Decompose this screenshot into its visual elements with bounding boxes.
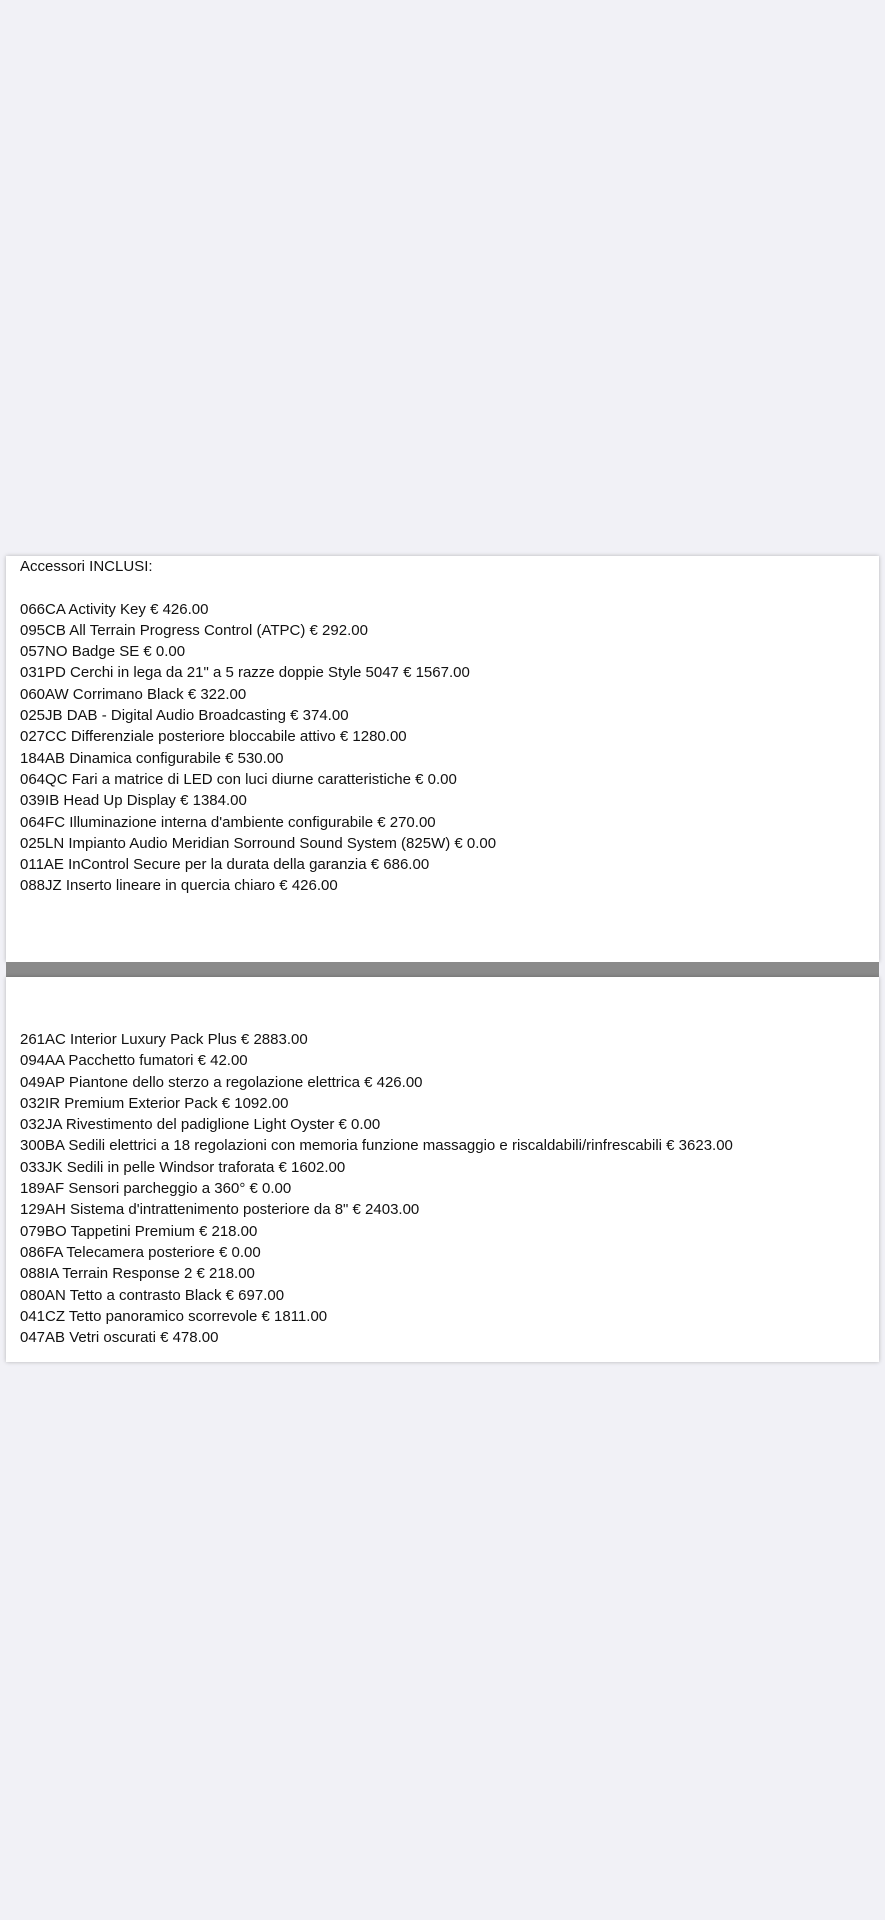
accessories-list-part-2	[20, 1029, 869, 1348]
list-item: 057NO Badge SE € 0.00	[20, 643, 186, 661]
blank-line	[20, 577, 869, 598]
list-item: 184AB Dinamica configurabile € 530.00	[20, 749, 284, 767]
list-heading: Accessori INCLUSI:	[20, 558, 153, 575]
list-item: 064FC Illuminazione interna d'ambiente configurabile € 270.00	[20, 813, 436, 831]
list-item: 189AF Sensori parcheggio a 360° € 0.00	[20, 1180, 292, 1198]
document-page-2	[6, 977, 879, 1362]
list-item: 011AE InControl Secure per la durata della garanzia € 686.00	[20, 856, 430, 874]
list-item: 025LN Impianto Audio Meridian Sorround Sound System (825W) € 0.00	[20, 834, 497, 852]
list-item: 094AA Pacchetto fumatori € 42.00	[20, 1052, 248, 1070]
list-item: 060AW Corrimano Black € 322.00	[20, 685, 247, 703]
accessories-list-part-1	[20, 556, 869, 897]
list-item: 027CC Differenziale posteriore bloccabile attivo € 1280.00	[20, 728, 407, 746]
list-item: 039IB Head Up Display € 1384.00	[20, 792, 247, 810]
list-item: 079BO Tappetini Premium € 218.00	[20, 1222, 258, 1240]
list-item: 086FA Telecamera posteriore € 0.00	[20, 1243, 261, 1261]
list-item: 049AP Piantone dello sterzo a regolazione elettrica € 426.00	[20, 1073, 423, 1091]
list-item: 032JA Rivestimento del padiglione Light Oyster € 0.00	[20, 1116, 381, 1134]
list-item: 064QC Fari a matrice di LED con luci diurne caratteristiche € 0.00	[20, 770, 457, 788]
list-item: 025JB DAB - Digital Audio Broadcasting € 374.00	[20, 707, 349, 725]
page-break-separator	[6, 962, 879, 977]
list-item: 088JZ Inserto lineare in quercia chiaro € 426.00	[20, 877, 338, 895]
list-item: 031PD Cerchi in lega da 21" a 5 razze doppie Style 5047 € 1567.00	[20, 664, 470, 682]
document-page-1	[6, 556, 879, 962]
list-item: 261AC Interior Luxury Pack Plus € 2883.00	[20, 1031, 308, 1048]
list-item: 080AN Tetto a contrasto Black € 697.00	[20, 1286, 285, 1304]
list-item: 300BA Sedili elettrici a 18 regolazioni con memoria funzione massaggio e riscaldabili/rinfrescabili € 3623.00	[20, 1137, 733, 1155]
list-item: 047AB Vetri oscurati € 478.00	[20, 1329, 219, 1347]
list-item: 032IR Premium Exterior Pack € 1092.00	[20, 1094, 289, 1112]
list-item: 041CZ Tetto panoramico scorrevole € 1811.00	[20, 1307, 328, 1325]
list-item: 066CA Activity Key € 426.00	[20, 600, 209, 618]
list-item: 129AH Sistema d'intrattenimento posteriore da 8" € 2403.00	[20, 1201, 420, 1219]
list-item: 095CB All Terrain Progress Control (ATPC) € 292.00	[20, 621, 368, 639]
list-item: 033JK Sedili in pelle Windsor traforata € 1602.00	[20, 1158, 346, 1176]
list-item: 088IA Terrain Response 2 € 218.00	[20, 1265, 255, 1283]
